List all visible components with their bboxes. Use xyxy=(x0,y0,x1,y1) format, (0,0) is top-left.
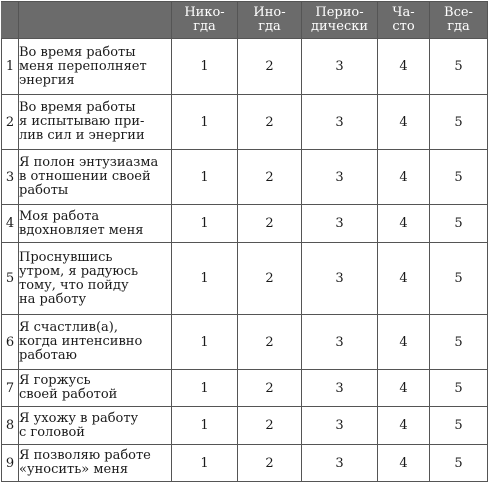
header-row xyxy=(2,2,488,39)
survey-table xyxy=(1,1,488,482)
table-row xyxy=(2,315,488,370)
rating-option-sometimes[interactable]: 2 xyxy=(238,407,302,445)
row-number: 1 xyxy=(2,39,19,95)
statement-text: Во время работы меня переполняет энергия xyxy=(19,39,172,95)
rating-option-always[interactable]: 5 xyxy=(430,445,488,482)
statement-text: Я полон энтузиазма в отношении своей работы xyxy=(19,150,172,205)
rating-option-never[interactable]: 1 xyxy=(172,95,238,150)
rating-option-always[interactable]: 5 xyxy=(430,39,488,95)
rating-option-sometimes[interactable]: 2 xyxy=(238,445,302,482)
rating-option-periodically[interactable]: 3 xyxy=(302,407,378,445)
rating-option-always[interactable]: 5 xyxy=(430,315,488,370)
rating-option-periodically[interactable]: 3 xyxy=(302,445,378,482)
rating-option-sometimes[interactable]: 2 xyxy=(238,150,302,205)
rating-option-always[interactable]: 5 xyxy=(430,243,488,315)
header-statement-cell xyxy=(19,2,172,39)
table-row xyxy=(2,150,488,205)
row-number: 9 xyxy=(2,445,19,482)
header-sometimes: Ино- гда xyxy=(238,2,302,39)
rating-option-always[interactable]: 5 xyxy=(430,150,488,205)
rating-option-periodically[interactable]: 3 xyxy=(302,315,378,370)
rating-option-often[interactable]: 4 xyxy=(378,370,430,407)
header-always: Все- гда xyxy=(430,2,488,39)
rating-option-never[interactable]: 1 xyxy=(172,205,238,243)
statement-text: Моя работа вдохновляет меня xyxy=(19,205,172,243)
row-number: 8 xyxy=(2,407,19,445)
rating-option-always[interactable]: 5 xyxy=(430,370,488,407)
rating-option-never[interactable]: 1 xyxy=(172,315,238,370)
rating-option-sometimes[interactable]: 2 xyxy=(238,95,302,150)
rating-option-sometimes[interactable]: 2 xyxy=(238,205,302,243)
rating-option-never[interactable]: 1 xyxy=(172,445,238,482)
row-number: 5 xyxy=(2,243,19,315)
rating-option-often[interactable]: 4 xyxy=(378,205,430,243)
rating-option-often[interactable]: 4 xyxy=(378,150,430,205)
statement-text: Я горжусь своей работой xyxy=(19,370,172,407)
rating-option-always[interactable]: 5 xyxy=(430,205,488,243)
table-row xyxy=(2,39,488,95)
header-number-cell xyxy=(2,2,19,39)
row-number: 7 xyxy=(2,370,19,407)
header-never: Нико- гда xyxy=(172,2,238,39)
statement-text: Я позволяю работе «уносить» меня xyxy=(19,445,172,482)
statement-text: Проснувшись утром, я радуюсь тому, что пойду на работу xyxy=(19,243,172,315)
row-number: 2 xyxy=(2,95,19,150)
rating-option-periodically[interactable]: 3 xyxy=(302,150,378,205)
rating-option-sometimes[interactable]: 2 xyxy=(238,315,302,370)
rating-option-always[interactable]: 5 xyxy=(430,95,488,150)
header-periodically: Перио- дически xyxy=(302,2,378,39)
statement-text: Во время работы я испытываю при- лив сил и энергии xyxy=(19,95,172,150)
row-number: 3 xyxy=(2,150,19,205)
rating-option-periodically[interactable]: 3 xyxy=(302,243,378,315)
rating-option-never[interactable]: 1 xyxy=(172,39,238,95)
rating-option-periodically[interactable]: 3 xyxy=(302,370,378,407)
table-row xyxy=(2,205,488,243)
table-row xyxy=(2,95,488,150)
rating-option-often[interactable]: 4 xyxy=(378,39,430,95)
rating-option-often[interactable]: 4 xyxy=(378,315,430,370)
rating-option-always[interactable]: 5 xyxy=(430,407,488,445)
table-row xyxy=(2,243,488,315)
rating-option-never[interactable]: 1 xyxy=(172,243,238,315)
rating-option-often[interactable]: 4 xyxy=(378,95,430,150)
rating-option-never[interactable]: 1 xyxy=(172,370,238,407)
table-row xyxy=(2,370,488,407)
rating-option-never[interactable]: 1 xyxy=(172,150,238,205)
rating-option-often[interactable]: 4 xyxy=(378,445,430,482)
rating-option-sometimes[interactable]: 2 xyxy=(238,243,302,315)
rating-option-periodically[interactable]: 3 xyxy=(302,39,378,95)
rating-option-sometimes[interactable]: 2 xyxy=(238,39,302,95)
row-number: 4 xyxy=(2,205,19,243)
table-row xyxy=(2,445,488,482)
table-row xyxy=(2,407,488,445)
rating-option-often[interactable]: 4 xyxy=(378,243,430,315)
rating-option-periodically[interactable]: 3 xyxy=(302,205,378,243)
row-number: 6 xyxy=(2,315,19,370)
rating-option-periodically[interactable]: 3 xyxy=(302,95,378,150)
header-often: Ча- сто xyxy=(378,2,430,39)
rating-option-sometimes[interactable]: 2 xyxy=(238,370,302,407)
statement-text: Я счастлив(а), когда интенсивно работаю xyxy=(19,315,172,370)
rating-option-never[interactable]: 1 xyxy=(172,407,238,445)
rating-option-often[interactable]: 4 xyxy=(378,407,430,445)
statement-text: Я ухожу в работу с головой xyxy=(19,407,172,445)
